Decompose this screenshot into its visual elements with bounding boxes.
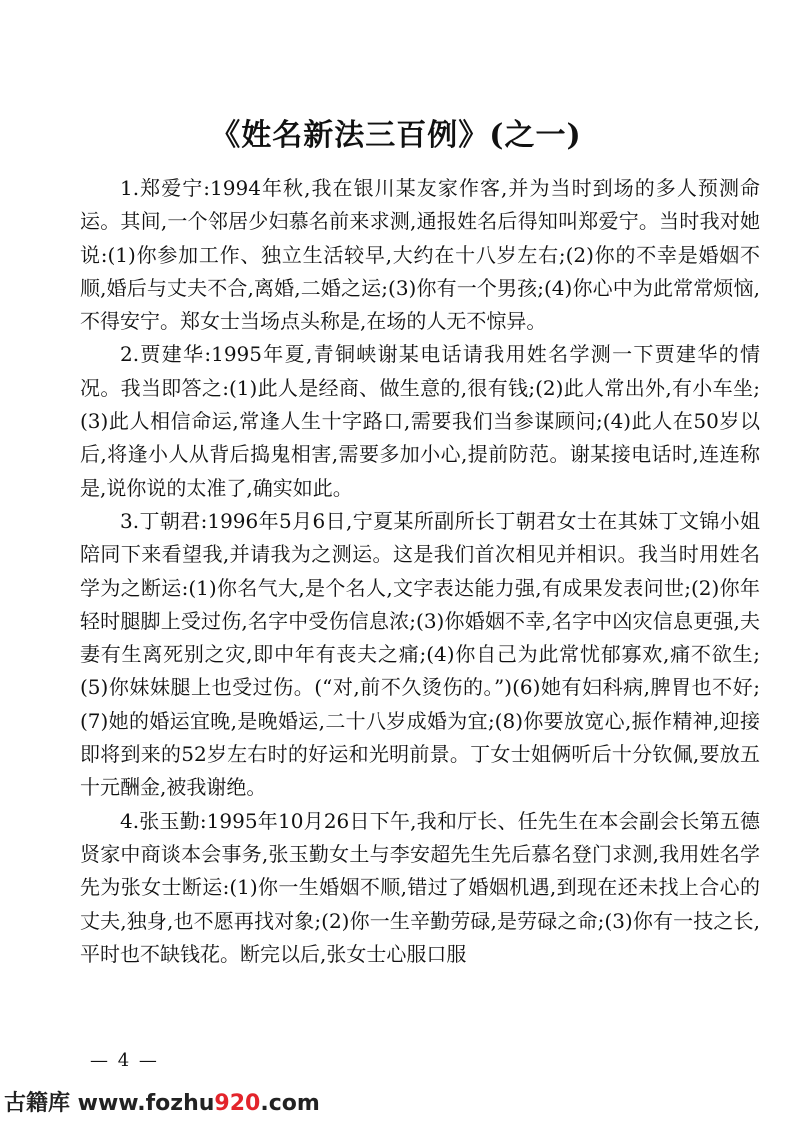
page-number: — 4 —	[90, 1050, 159, 1071]
site-watermark	[4, 1086, 320, 1117]
paragraph-3: 3.丁朝君:1996年5月6日,宁夏某所副所长丁朝君女士在其妹丁文锦小姐陪同下来看望我,并请我为之测运。这是我们首次相见并相识。我当时用姓名学为之断运:(1)你名气大,是个名人,文字表达能力强,有成果发表问世;(2)你年轻时腿脚上受过伤,名字中受伤信息浓;(3)你婚姻不幸,名字中凶灾信息更强,夫妻有生离死别之灾,即中年有丧夫之痛;(4)你自己为此常忧郁寡欢,痛不欲生;(5)你妹妹腿上也受过伤。(“对,前不久烫伤的。”)(6)她有妇科病,脾胃也不好;(7)她的婚运宜晚,是晚婚运,二十八岁成婚为宜;(8)你要放宽心,振作精神,迎接即将到来的52岁左右时的好运和光明前景。丁女士姐俩听后十分钦佩,要放五十元酬金,被我谢绝。	[80, 508, 760, 800]
paragraph-1: 1.郑爱宁:1994年秋,我在银川某友家作客,并为当时到场的多人预测命运。其间,一个邻居少妇慕名前来求测,通报姓名后得知叫郑爱宁。当时我对她说:(1)你参加工作、独立生活较早,大约在十八岁左右;(2)你的不幸是婚姻不顺,婚后与丈夫不合,离婚,二婚之运;(3)你有一个男孩;(4)你心中为此常常烦恼,不得安宁。郑女士当场点头称是,在场的人无不惊异。	[80, 176, 760, 334]
watermark-prefix: 古籍库 www.fozhu	[4, 1091, 215, 1116]
paragraph-4: 4.张玉勤:1995年10月26日下午,我和厅长、任先生在本会副会长第五德贤家中商谈本会事务,张玉勤女土与李安超先生先后慕名登门求测,我用姓名学先为张女士断运:(1)你一生婚姻不顺,错过了婚姻机遇,到现在还未找上合心的丈夫,独身,也不愿再找对象;(2)你一生辛勤劳碌,是劳碌之命;(3)你有一技之长,平时也不缺钱花。断完以后,张女士心服口服	[80, 808, 760, 966]
watermark-number: 920	[214, 1091, 261, 1116]
paragraph-2: 2.贾建华:1995年夏,青铜峡谢某电话请我用姓名学测一下贾建华的情况。我当即答之:(1)此人是经商、做生意的,很有钱;(2)此人常出外,有小车坐;(3)此人相信命运,常逢人生十字路口,需要我们当参谋顾问;(4)此人在50岁以后,将逢小人从背后捣鬼相害,需要多加小心,提前防范。谢某接电话时,连连称是,说你说的太准了,确实如此。	[80, 342, 760, 500]
watermark-suffix: .com	[260, 1091, 320, 1116]
document-title: 《姓名新法三百例》(之一)	[210, 118, 582, 153]
document-body	[80, 172, 760, 971]
